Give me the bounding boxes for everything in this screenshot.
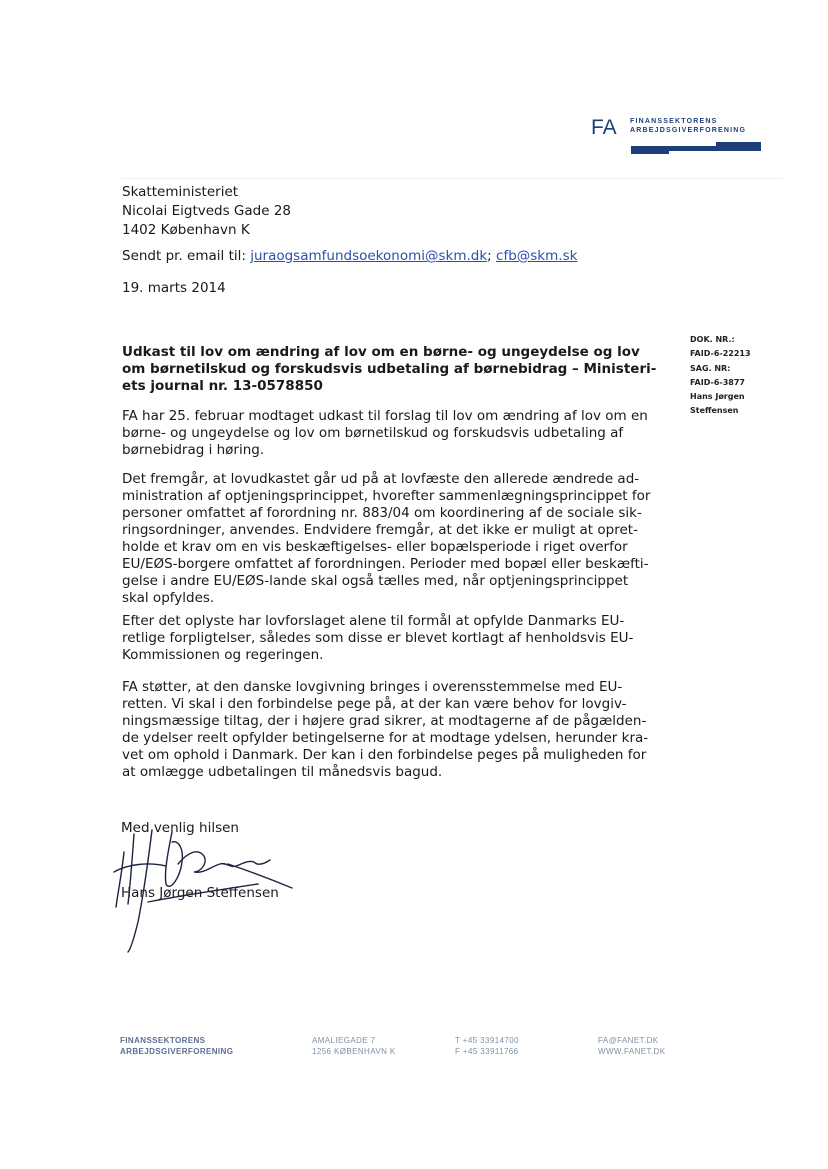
closing-greeting: Med venlig hilsen [121,820,239,836]
text-line: de ydelser reelt opfylder betingelserne for at modtage ydelsen, herunder kra- [122,730,649,746]
recipient-address [122,183,291,240]
footer-address [312,1035,396,1057]
footer-phone: T +45 33914700 [455,1036,519,1045]
text-line: børnebidrag i høring. [122,442,265,458]
sag-value: FAID-6-3877 [690,377,745,387]
footer-city: 1256 KØBENHAVN K [312,1047,396,1056]
reference-block [690,333,751,419]
text-line: FA har 25. februar modtaget udkast til forslag til lov om ændring af lov om en [122,408,648,424]
subject-line: om børnetilskud og forskudsvis udbetaling af børnebidrag – Ministeri- [122,361,657,377]
recipient-name: Skatteministeriet [122,184,239,200]
header-rule [121,178,783,179]
text-line: Kommissionen og regeringen. [122,647,324,663]
text-line: gelse i andre EU/EØS-lande skal også tælles med, når optjeningsprincippet [122,573,629,589]
text-line: holde et krav om en vis beskæftigelses- eller bopælsperiode i riget overfor [122,539,628,555]
email-link-1[interactable]: juraogsamfundsoekonomi@skm.dk [250,248,488,264]
body-paragraph-3 [122,613,662,664]
subject-line: ets journal nr. 13-0578850 [122,378,323,394]
text-line: børne- og ungeydelse og lov om børnetilskud og forskudsvis udbetaling af [122,425,624,441]
sag-label: SAG. NR: [690,363,731,373]
footer-organisation [120,1035,233,1057]
text-line: Efter det oplyste har lovforslaget alene til formål at opfylde Danmarks EU- [122,613,625,629]
text-line: skal opfyldes. [122,590,215,606]
logo-bar-accent-right [716,142,761,146]
text-line: vet om ophold i Danmark. Der kan i den forbindelse peges på muligheden for [122,747,647,763]
handwritten-signature [108,812,308,962]
text-line: retten. Vi skal i den forbindelse pege på, at der kan være behov for lovgiv- [122,696,627,712]
text-line: Det fremgår, at lovudkastet går ud på at lovfæste den allerede ændrede ad- [122,471,640,487]
recipient-city: 1402 København K [122,222,250,238]
recipient-street: Nicolai Eigtveds Gade 28 [122,203,292,219]
footer-org-line: FINANSSEKTORENS [120,1036,206,1045]
sent-line [122,248,577,264]
letter-date: 19. marts 2014 [122,280,226,296]
footer-org-line: ARBEJDSGIVERFORENING [120,1047,234,1056]
email-separator: ; [487,248,492,264]
footer-web[interactable]: WWW.FANET.DK [598,1047,666,1056]
body-paragraph-4 [122,679,662,781]
footer-fax: F +45 33911766 [455,1047,519,1056]
logo-bar-accent-left [631,151,669,154]
sent-label: Sendt pr. email til: [122,248,246,264]
footer-online [598,1035,665,1057]
contact-name-1: Hans Jørgen [690,392,745,402]
logo-abbr: FA [591,116,617,139]
footer-street: AMALIEGADE 7 [312,1036,376,1045]
email-link-2[interactable]: cfb@skm.sk [496,248,578,264]
contact-name-2: Steffensen [690,406,739,416]
text-line: at omlægge udbetalingen til månedsvis bagud. [122,764,443,780]
body-paragraph-2 [122,471,662,607]
dok-label: DOK. NR.: [690,335,735,344]
dok-value: FAID-6-22213 [690,349,751,359]
footer-email[interactable]: FA@FANET.DK [598,1036,659,1045]
body-paragraph-1 [122,408,662,459]
signer-name: Hans Jørgen Steffensen [121,885,279,901]
text-line: personer omfattet af forordning nr. 883/04 om koordinering af de sociale sik- [122,505,642,521]
text-line: ministration af optjeningsprincippet, hvorefter sammenlægningsprincippet for [122,488,651,504]
text-line: retlige forpligtelser, således som disse er blevet kortlagt af henholdsvis EU- [122,630,634,646]
text-line: ringsordninger, anvendes. Endvidere fremgår, at det ikke er muligt at opret- [122,522,638,538]
text-line: ningsmæssige tiltag, der i højere grad sikrer, at modtagerne af de pågælden- [122,713,647,729]
text-line: EU/EØS-borgere omfattet af forordningen. Perioder med bopæl eller beskæfti- [122,556,649,572]
footer-contact [455,1035,519,1057]
subject-line: Udkast til lov om ændring af lov om en børne- og ungeydelse og lov [122,344,640,360]
text-line: FA støtter, at den danske lovgivning bringes i overensstemmelse med EU- [122,679,623,695]
subject-heading [122,344,657,395]
logo-line-1: FINANSSEKTORENS [630,118,718,125]
logo-line-2: ARBEJDSGIVERFORENING [630,127,747,134]
